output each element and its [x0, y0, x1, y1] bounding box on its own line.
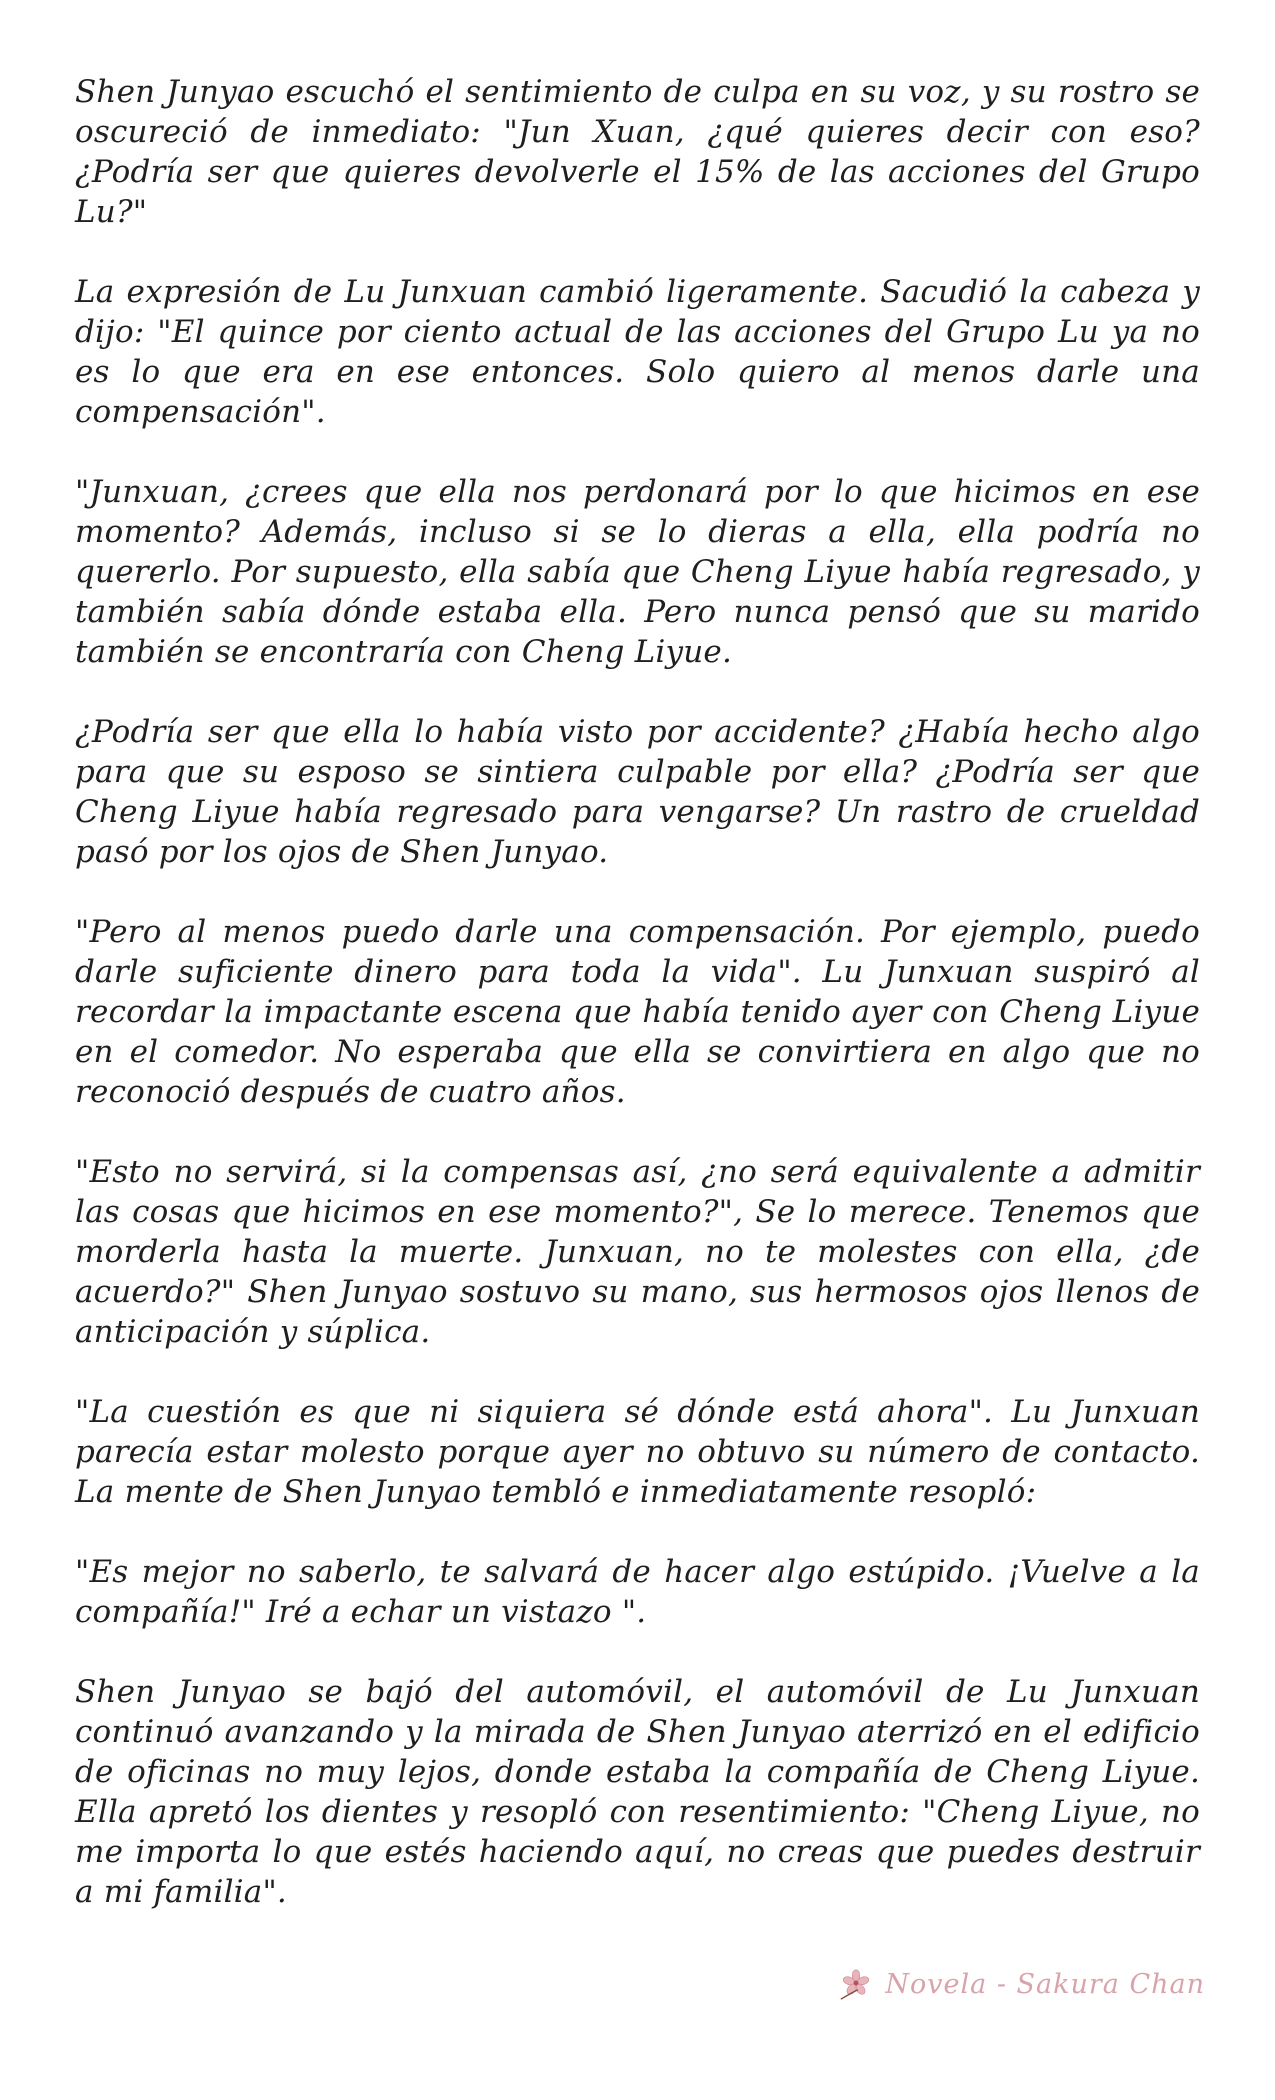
paragraph-1: Shen Junyao escuchó el sentimiento de culpa en su voz, y su rostro se oscureció de inmediato: "Jun Xuan, ¿qué quieres decir con eso? ¿Podría ser que quieres devolverle el 15% de las acciones del Grupo Lu?" — [75, 74, 1200, 230]
paragraph-4: ¿Podría ser que ella lo había visto por accidente? ¿Había hecho algo para que su esposo se sintiera culpable por ella? ¿Podría ser que Cheng Liyue había regresado para vengarse? Un rastro de crueldad pasó por los ojos de Shen Junyao. — [75, 714, 1200, 870]
paragraph-3: "Junxuan, ¿crees que ella nos perdonará por lo que hicimos en ese momento? Además, incluso si se lo dieras a ella, ella podría no quererlo. Por supuesto, ella sabía que Cheng Liyue había regresado, y también sabía dónde estaba ella. Pero nunca pensó que su marido también se encontraría con Cheng Liyue. — [75, 474, 1200, 670]
document-body — [75, 72, 1200, 1952]
paragraph-5: "Pero al menos puedo darle una compensación. Por ejemplo, puedo darle suficiente dinero para toda la vida". Lu Junxuan suspiró al recordar la impactante escena que había tenido ayer con Cheng Liyue en el comedor. No esperaba que ella se convirtiera en algo que no reconoció después de cuatro años. — [75, 914, 1200, 1110]
paragraph-2: La expresión de Lu Junxuan cambió ligeramente. Sacudió la cabeza y dijo: "El quince por ciento actual de las acciones del Grupo Lu ya no es lo que era en ese entonces. Solo quiero al menos darle una compensación". — [75, 274, 1200, 430]
paragraph-8: "Es mejor no saberlo, te salvará de hacer algo estúpido. ¡Vuelve a la compañía!" Iré a echar un vistazo ". — [75, 1554, 1200, 1630]
watermark — [837, 1965, 1205, 2003]
paragraph-6: "Esto no servirá, si la compensas así, ¿no será equivalente a admitir las cosas que hicimos en ese momento?", Se lo merece. Tenemos que morderla hasta la muerte. Junxuan, no te molestes con ella, ¿de acuerdo?" Shen Junyao sostuvo su mano, sus hermosos ojos llenos de anticipación y súplica. — [75, 1154, 1200, 1350]
watermark-text: Novela - Sakura Chan — [885, 1968, 1205, 2000]
paragraph-9: Shen Junyao se bajó del automóvil, el automóvil de Lu Junxuan continuó avanzando y la mirada de Shen Junyao aterrizó en el edificio de oficinas no muy lejos, donde estaba la compañía de Cheng Liyue. Ella apretó los dientes y resopló con resentimiento: "Cheng Liyue, no me importa lo que estés haciendo aquí, no creas que puedes destruir a mi familia". — [75, 1674, 1200, 1910]
sakura-icon — [837, 1965, 875, 2003]
paragraph-7: "La cuestión es que ni siquiera sé dónde está ahora". Lu Junxuan parecía estar molesto porque ayer no obtuvo su número de contacto. La mente de Shen Junyao tembló e inmediatamente resopló: — [75, 1394, 1200, 1510]
